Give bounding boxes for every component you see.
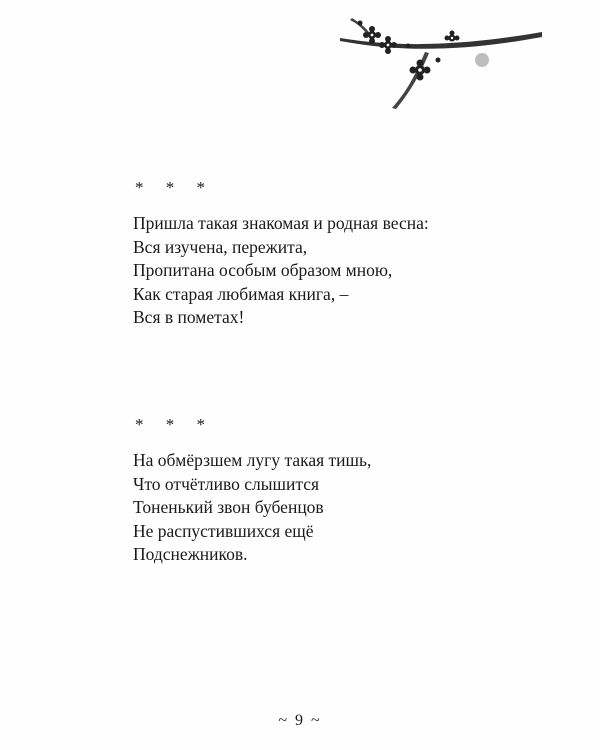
poem-first — [133, 178, 473, 330]
poem-line: Вся изучена, пережита, — [133, 236, 308, 257]
poem-line: Вся в пометах! — [133, 307, 245, 327]
page-number: ~ 9 ~ — [278, 712, 322, 729]
poem-line: На обмёрзшем лугу такая тишь, — [133, 450, 372, 470]
poem-line: Пропитана особым образом мною, — [133, 260, 393, 280]
poem-second — [133, 415, 473, 567]
poem-separator: * * * — [135, 415, 214, 434]
poem-separator: * * * — [135, 178, 214, 197]
cherry-blossom-branch-icon — [330, 8, 545, 118]
poem-line: Не распустившихся ещё — [133, 520, 314, 541]
poem-line: Как старая любимая книга, – — [133, 283, 349, 304]
poem-line: Пришла такая знакомая и родная весна: — [133, 213, 429, 233]
poem-line: Что отчётливо слышится — [133, 473, 320, 494]
poem-line: Тоненький звон бубенцов — [133, 497, 324, 517]
poem-line: Подснежников. — [133, 544, 248, 564]
